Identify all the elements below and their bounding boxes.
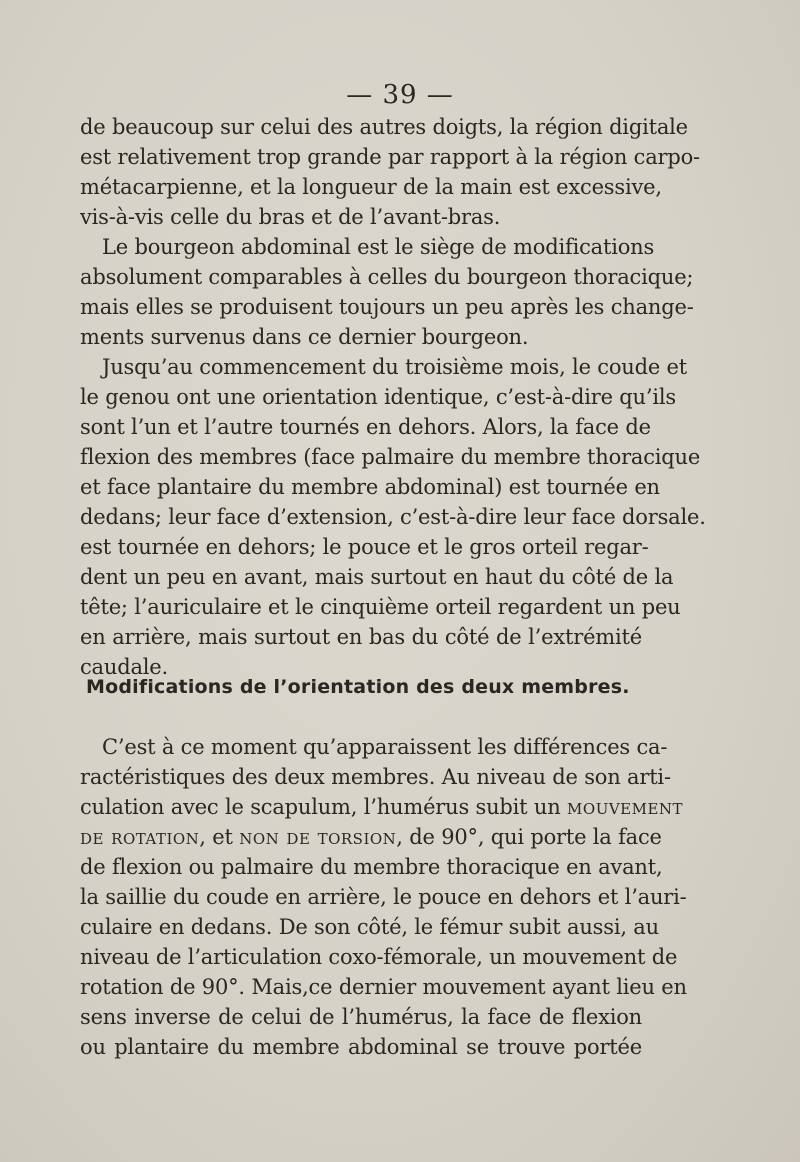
section-heading: Modifications de l’orientation des deux membres. bbox=[86, 676, 630, 698]
text-run: , de 90°, qui porte la face bbox=[396, 825, 662, 849]
text-line: en arrière, mais surtout en bas du côté de l’extrémité bbox=[80, 625, 642, 649]
text-line: C’est à ce moment qu’apparaissent les différences ca- bbox=[102, 735, 668, 759]
paragraph-third-month bbox=[80, 352, 706, 682]
text-line: mais elles se produisent toujours un peu après les change- bbox=[80, 295, 694, 319]
text-line: caudale. bbox=[80, 655, 168, 679]
small-caps-term: de rotation bbox=[80, 825, 200, 849]
paragraph-continuation bbox=[80, 112, 700, 232]
text-line: de flexion ou palmaire du membre thoracique en avant, bbox=[80, 855, 663, 879]
paragraph-differences bbox=[80, 732, 687, 1062]
text-line: tête; l’auriculaire et le cinquième orteil regardent un peu bbox=[80, 595, 681, 619]
text-line: le genou ont une orientation identique, c’est-à-dire qu’ils bbox=[80, 385, 676, 409]
small-caps-term: mouvement bbox=[567, 795, 684, 819]
body-text-bottom bbox=[80, 732, 687, 1062]
small-caps-term: non de torsion bbox=[239, 825, 397, 849]
text-line: absolument comparables à celles du bourgeon thoracique; bbox=[80, 265, 694, 289]
text-run: , et bbox=[199, 825, 240, 849]
text-line: flexion des membres (face palmaire du membre thoracique bbox=[80, 445, 701, 469]
text-run: culation avec le scapulum, l’humérus subit un bbox=[80, 795, 568, 819]
text-line: de beaucoup sur celui des autres doigts, la région digitale bbox=[80, 115, 688, 139]
text-line: dent un peu en avant, mais surtout en haut du côté de la bbox=[80, 565, 674, 589]
page-number: — 39 — bbox=[346, 80, 454, 110]
text-line bbox=[80, 822, 662, 852]
text-line: ractéristiques des deux membres. Au niveau de son arti- bbox=[80, 765, 671, 789]
text-line: est tournée en dehors; le pouce et le gros orteil regar- bbox=[80, 535, 649, 559]
text-line: rotation de 90°. Mais,ce dernier mouvement ayant lieu en bbox=[80, 975, 687, 999]
paragraph-abdominal-bud bbox=[80, 232, 694, 352]
text-line: sens inverse de celui de l’humérus, la face de flexion bbox=[80, 1005, 642, 1029]
text-line: vis-à-vis celle du bras et de l’avant-bras. bbox=[80, 205, 501, 229]
text-line: dedans; leur face d’extension, c’est-à-dire leur face dorsale. bbox=[80, 505, 706, 529]
text-line: métacarpienne, et la longueur de la main est excessive, bbox=[80, 175, 662, 199]
text-line: niveau de l’articulation coxo-fémorale, un mouvement de bbox=[80, 945, 678, 969]
text-line bbox=[80, 792, 684, 822]
text-line: ou plantaire du membre abdominal se trouve portée bbox=[80, 1035, 642, 1059]
text-line: Le bourgeon abdominal est le siège de modifications bbox=[102, 235, 655, 259]
text-line: la saillie du coude en arrière, le pouce en dehors et l’auri- bbox=[80, 885, 687, 909]
text-line: culaire en dedans. De son côté, le fémur subit aussi, au bbox=[80, 915, 659, 939]
text-line: est relativement trop grande par rapport à la région carpo- bbox=[80, 145, 700, 169]
text-line: et face plantaire du membre abdominal) est tournée en bbox=[80, 475, 660, 499]
text-line: Jusqu’au commencement du troisième mois, le coude et bbox=[102, 355, 688, 379]
text-line: ments survenus dans ce dernier bourgeon. bbox=[80, 325, 529, 349]
body-text-top bbox=[80, 112, 706, 682]
text-line: sont l’un et l’autre tournés en dehors. Alors, la face de bbox=[80, 415, 651, 439]
